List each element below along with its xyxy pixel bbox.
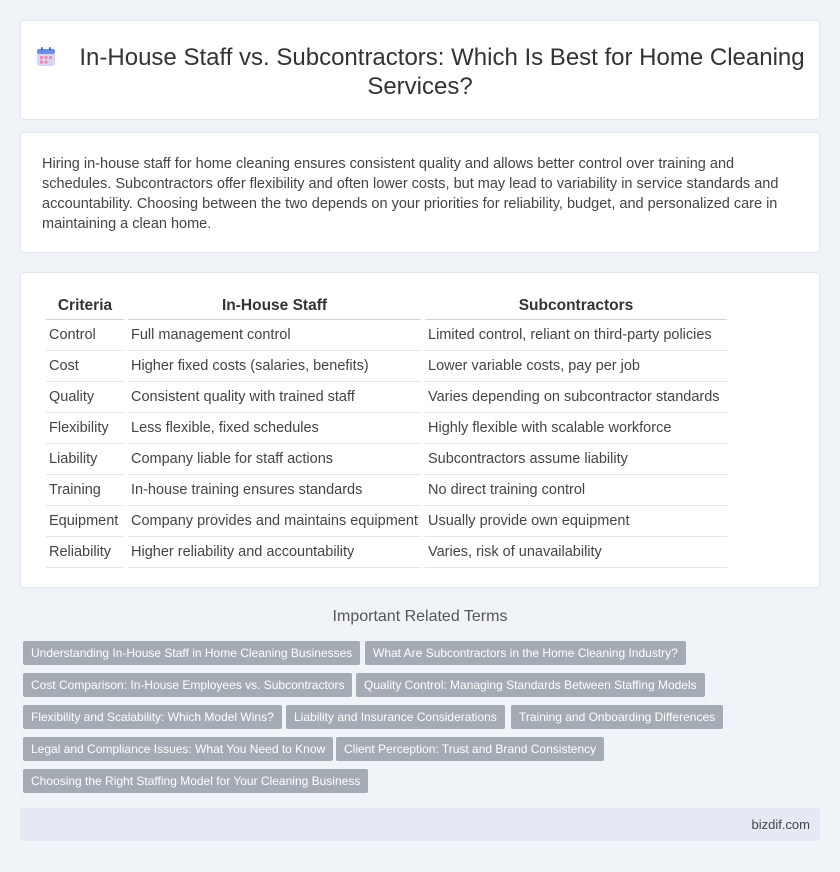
in-house-cell: Company provides and maintains equipment xyxy=(128,506,421,537)
criteria-cell: Equipment xyxy=(46,506,124,537)
subcontractor-cell: Lower variable costs, pay per job xyxy=(425,351,727,382)
footer xyxy=(20,808,820,841)
related-term-tag[interactable]: Client Perception: Trust and Brand Consistency xyxy=(336,737,604,761)
header-subcontractors: Subcontractors xyxy=(425,293,727,320)
criteria-cell: Reliability xyxy=(46,537,124,568)
subcontractor-cell: Highly flexible with scalable workforce xyxy=(425,413,727,444)
header-criteria: Criteria xyxy=(46,293,124,320)
in-house-cell: Full management control xyxy=(128,320,421,351)
subcontractor-cell: No direct training control xyxy=(425,475,727,506)
table-row xyxy=(46,320,727,351)
related-terms-title: Important Related Terms xyxy=(332,608,508,625)
intro-paragraph: Hiring in-house staff for home cleaning ensures consistent quality and allows better control over training and schedules. Subcontractors offer flexibility and often lower costs, but may lead to variability in service standards and accountability. Choosing between the two depends on your priorities for reliability, budget, and personalized care in maintaining a clean home. xyxy=(42,156,779,232)
page-title-wrap xyxy=(21,43,819,101)
criteria-cell: Liability xyxy=(46,444,124,475)
related-term-tag[interactable]: What Are Subcontractors in the Home Cleaning Industry? xyxy=(365,641,686,665)
related-term-tag[interactable]: Flexibility and Scalability: Which Model Wins? xyxy=(23,705,282,729)
subcontractor-cell: Usually provide own equipment xyxy=(425,506,727,537)
criteria-cell: Training xyxy=(46,475,124,506)
criteria-cell: Flexibility xyxy=(46,413,124,444)
related-term-tag[interactable]: Choosing the Right Staffing Model for Your Cleaning Business xyxy=(23,769,368,793)
table-row xyxy=(46,382,727,413)
title-card xyxy=(20,20,820,120)
footer-site: bizdif.com xyxy=(751,817,810,832)
subcontractor-cell: Varies depending on subcontractor standards xyxy=(425,382,727,413)
subcontractor-cell: Varies, risk of unavailability xyxy=(425,537,727,568)
in-house-cell: Higher reliability and accountability xyxy=(128,537,421,568)
related-term-tag[interactable]: Cost Comparison: In-House Employees vs. Subcontractors xyxy=(23,673,352,697)
related-term-tag[interactable]: Training and Onboarding Differences xyxy=(511,705,723,729)
subcontractor-cell: Subcontractors assume liability xyxy=(425,444,727,475)
table-row xyxy=(46,537,727,568)
related-term-tag[interactable]: Understanding In-House Staff in Home Cleaning Businesses xyxy=(23,641,360,665)
table-row xyxy=(46,475,727,506)
comparison-card xyxy=(20,272,820,588)
table-row xyxy=(46,351,727,382)
criteria-cell: Quality xyxy=(46,382,124,413)
table-row xyxy=(46,413,727,444)
criteria-cell: Control xyxy=(46,320,124,351)
related-term-tag[interactable]: Liability and Insurance Considerations xyxy=(286,705,505,729)
header-in-house-staff: In-House Staff xyxy=(128,293,421,320)
in-house-cell: Consistent quality with trained staff xyxy=(128,382,421,413)
comparison-table xyxy=(42,293,731,568)
table-header-row xyxy=(46,293,727,320)
in-house-cell: Higher fixed costs (salaries, benefits) xyxy=(128,351,421,382)
criteria-cell: Cost xyxy=(46,351,124,382)
in-house-cell: Less flexible, fixed schedules xyxy=(128,413,421,444)
page-title: In-House Staff vs. Subcontractors: Which Is Best for Home Cleaning Services? xyxy=(79,44,805,100)
intro-card xyxy=(20,132,820,253)
table-row xyxy=(46,444,727,475)
subcontractor-cell: Limited control, reliant on third-party policies xyxy=(425,320,727,351)
table-row xyxy=(46,506,727,537)
calendar-icon xyxy=(35,46,57,68)
related-term-tag[interactable]: Legal and Compliance Issues: What You Need to Know xyxy=(23,737,333,761)
related-term-tag[interactable]: Quality Control: Managing Standards Between Staffing Models xyxy=(356,673,705,697)
in-house-cell: Company liable for staff actions xyxy=(128,444,421,475)
in-house-cell: In-house training ensures standards xyxy=(128,475,421,506)
